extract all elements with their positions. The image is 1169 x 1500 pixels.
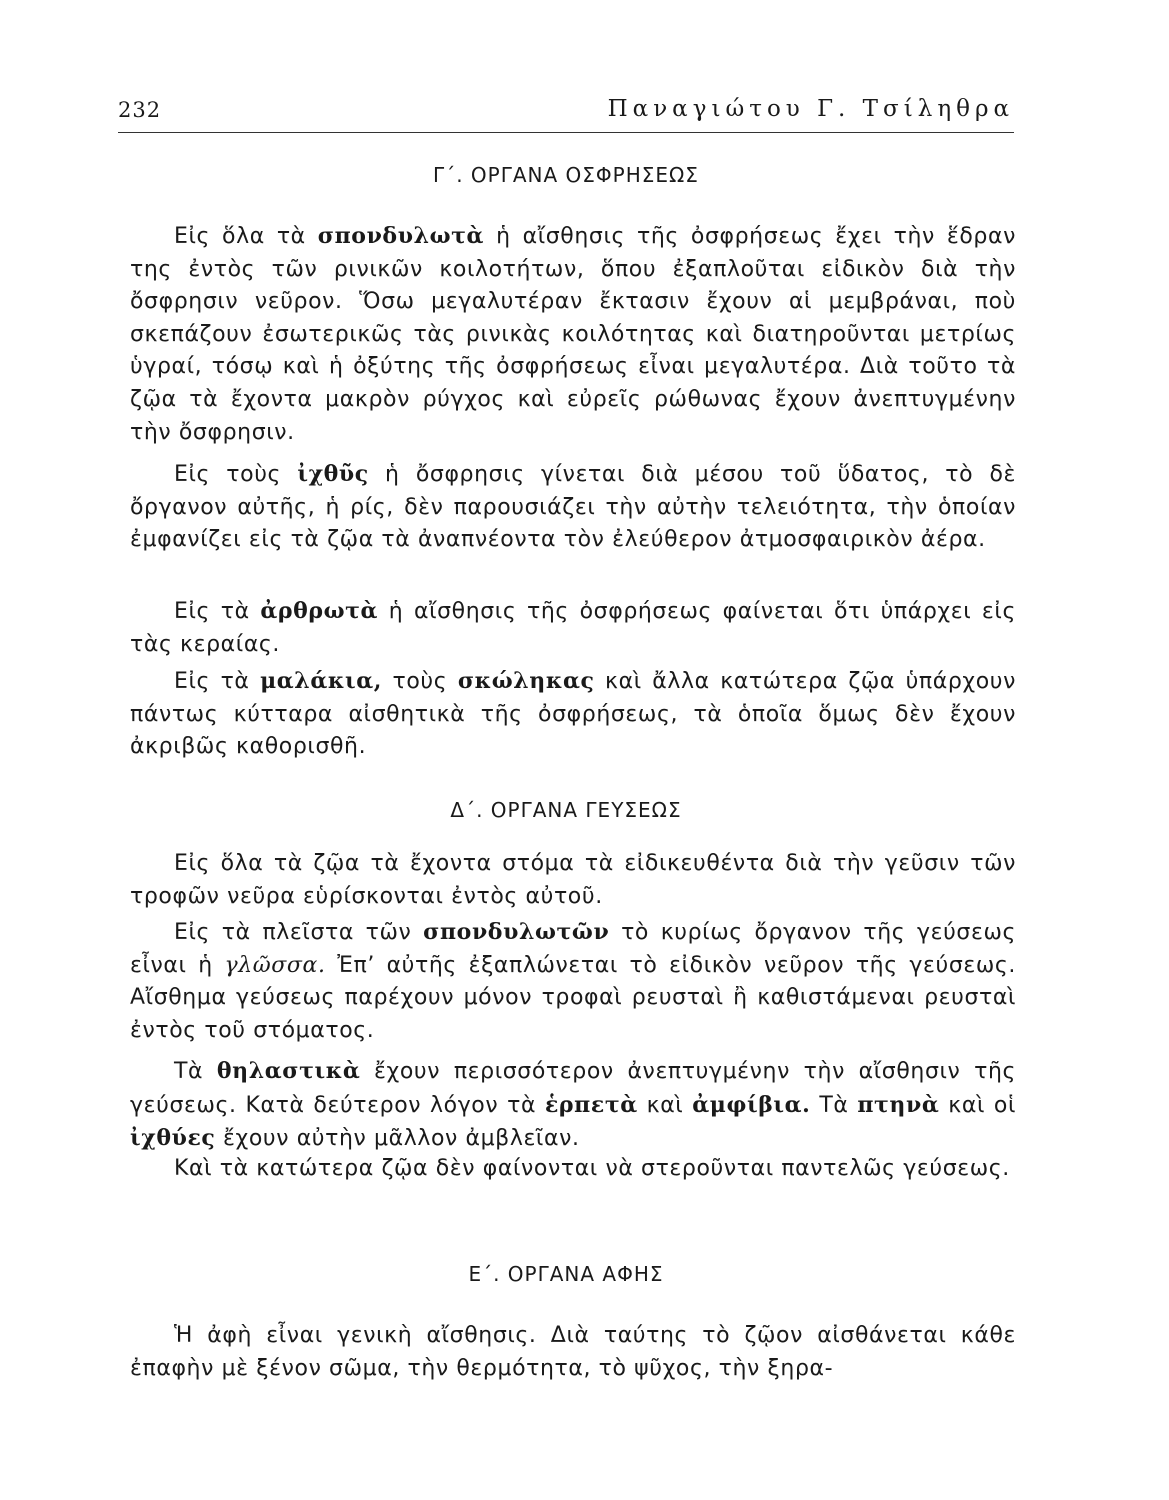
bold-term: ἀρθρωτὰ — [260, 598, 379, 624]
bold-term: ἰχθύες — [130, 1125, 216, 1152]
italic-term: γλῶσσα. — [224, 952, 326, 978]
page-header — [118, 96, 1014, 133]
text-run: Εἰς τὰ — [174, 599, 261, 624]
text-run: ἔχουν αὐτὴν μᾶλλον ἀμβλεῖαν. — [215, 1126, 580, 1152]
bold-term: σπονδυλωτῶν — [423, 919, 610, 945]
section-heading: Γ΄. ΟΡΓΑΝΑ ΟΣΦΡΗΣΕΩΣ — [433, 163, 699, 187]
section-heading: Ε΄. ΟΡΓΑΝΑ ΑΦΗΣ — [468, 1262, 664, 1286]
paragraph — [130, 916, 1016, 1047]
text-run: Εἰς τὰ πλεῖστα τῶν — [174, 920, 424, 945]
paragraph — [130, 1320, 1016, 1385]
paragraph — [130, 1153, 1016, 1186]
paragraph — [130, 848, 1016, 913]
paragraph — [130, 458, 1016, 557]
text-run: ἡ ὄσφρησις γίνεται διὰ μέσου τοῦ ὕδατος, τὸ δὲ ὄργανον αὐτῆς, ἡ ρίς, δὲν παρουσιάζει τὴν αὐτὴν τελειότητα, τὴν ὁποίαν ἐμφανίζει εἰς τὰ ζῷα τὰ ἀναπνέοντα τὸν ἐλεύθερον ἀτμοσφαιρικὸν ἀέρα. — [130, 462, 1017, 553]
text-run: Τὰ — [810, 1092, 858, 1118]
page-number: 232 — [118, 98, 162, 122]
text-run: Ἡ ἀφὴ εἶναι γενικὴ αἴσθησις. Διὰ ταύτης τὸ ζῷον αἰσθάνεται κάθε ἐπαφὴν μὲ ξένον σῶμα, τὴν θερμότητα, τὸ ψῦχος, τὴν ξηρα- — [130, 1323, 1016, 1381]
bold-term: πτηνὰ — [857, 1091, 940, 1118]
bold-term: ἑρπετὰ — [544, 1091, 638, 1118]
paragraph — [130, 665, 1016, 764]
bold-term: ἀμφίβια. — [692, 1091, 811, 1118]
text-run: ἔχουν περισσότερον ἀνεπτυγμένην τὴν αἴσθησιν τῆς γεύσεως. Κατὰ δεύτερον λόγον τὰ — [130, 1059, 1017, 1118]
running-head: Παναγιώτου Γ. Τσίληθρα — [607, 96, 1014, 122]
text-run: καὶ ἄλλα κατώτερα ζῷα ὑπάρχουν πάντως κύτταρα αἰσθητικὰ τῆς ὀσφρήσεως, τὰ ὁποῖα ὅμως δὲν ἔχουν ἀκριβῶς καθορισθῆ. — [130, 669, 1016, 760]
text-run: καὶ οἱ — [939, 1092, 1016, 1118]
text-run: Εἰς τὰ — [174, 669, 261, 694]
text-run: ἡ αἴσθησις τῆς ὀσφρήσεως φαίνεται ὅτι ὑπάρχει εἰς τὰς κεραίας. — [130, 599, 1016, 657]
bold-term: μαλάκια, — [260, 668, 382, 694]
paragraph — [130, 220, 1016, 449]
text-run: Εἰς ὅλα τὰ ζῷα τὰ ἔχοντα στόμα τὰ εἰδικευθέντα διὰ τὴν γεῦσιν τῶν τροφῶν νεῦρα εὑρίσκονται ἐντὸς αὐτοῦ. — [130, 851, 1016, 909]
section-heading: Δ΄. ΟΡΓΑΝΑ ΓΕΥΣΕΩΣ — [450, 798, 682, 822]
text-run: τὸ κυρίως ὄργανον τῆς γεύσεως εἶναι ἡ — [130, 920, 1016, 978]
text-run: Εἰς ὅλα τὰ — [174, 224, 318, 249]
text-run: ἡ αἴσθησις τῆς ὀσφρήσεως ἔχει τὴν ἕδραν της ἐντὸς τῶν ρινικῶν κοιλοτήτων, ὅπου ἐξαπλοῦται εἰδικὸν διὰ τὴν ὄσφρησιν νεῦρον. Ὅσω μεγαλυτέραν ἔκτασιν ἔχουν αἱ μεμβράναι, ποὺ σκεπάζουν ἐσωτερικῶς τὰς ρινικὰς κοιλότητας καὶ διατηροῦνται μετρίως ὑγραί, τόσῳ καὶ ἡ ὀξύτης τῆς ὀσφρήσεως εἶναι μεγαλυτέρα. Διὰ τοῦτο τὰ ζῷα τὰ ἔχοντα μακρὸν ρύγχος καὶ εὐρεῖς ρώθωνας ἔχουν ἀνεπτυγμένην τὴν ὄσφρησιν. — [130, 224, 1016, 445]
text-run: Καὶ τὰ κατώτερα ζῷα δὲν φαίνονται νὰ στεροῦνται παντελῶς γεύσεως. — [174, 1156, 1010, 1181]
text-run: Εἰς τοὺς — [174, 462, 298, 487]
text-run: Τὰ — [174, 1059, 217, 1084]
paragraph — [130, 595, 1016, 661]
text-run: τοὺς — [382, 669, 458, 694]
text-run: Ἐπ’ αὐτῆς ἐξαπλώνεται τὸ εἰδικὸν νεῦρον τῆς γεύσεως. Αἴσθημα γεύσεως παρέχουν μόνον τροφαὶ ρευσταὶ ἢ καθιστάμεναι ρευσταὶ ἐντὸς τοῦ στόματος. — [130, 952, 1016, 1043]
bold-term: σκώληκας — [457, 668, 595, 694]
paragraph — [130, 1055, 1016, 1156]
text-run: καὶ — [637, 1092, 693, 1118]
bold-term: σπονδυλωτὰ — [317, 223, 485, 249]
bold-term: θηλαστικὰ — [216, 1058, 361, 1084]
bold-term: ἰχθῦς — [297, 461, 369, 487]
